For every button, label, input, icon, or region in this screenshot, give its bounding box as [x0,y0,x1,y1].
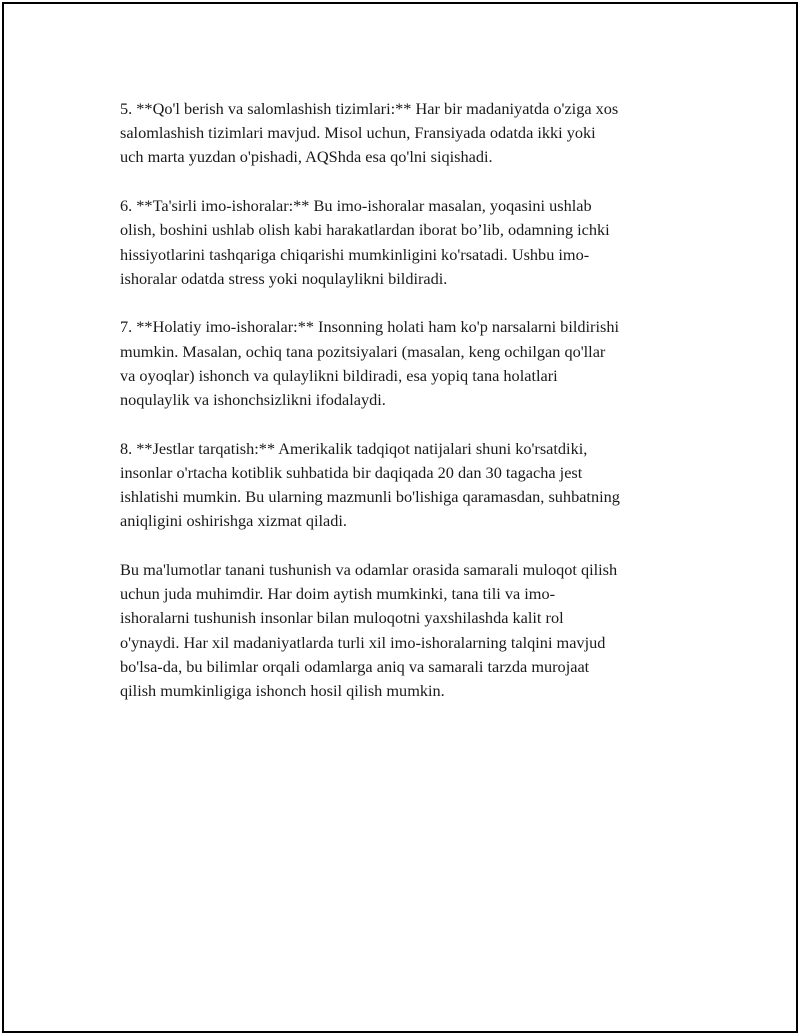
paragraph-gesture-frequency: 8. **Jestlar tarqatish:** Amerikalik tadqiqot natijalari shuni ko'rsatdiki, insonlar o'rtacha kotiblik suhbatida bir daqiqada 20 dan 30 tagacha jest ishlatishi mumkin. Bu ularning mazmunli bo'lishiga qaramasdan, suhbatning aniqligini oshirishga xizmat qiladi. [120,438,620,531]
paragraph-conclusion: Bu ma'lumotlar tanani tushunish va odamlar orasida samarali muloqot qilish uchun juda muhimdir. Har doim aytish mumkinki, tana tili va imo- ishoralarni tushunish insonlar bilan muloqotni yaxshilashda kalit rol o'ynaydi. Har xil madaniyatlarda turli xil imo-ishoralarning talqini mavjud bo'lsa-da, bu bilimlar orqali odamlarga aniq va samarali tarzda murojaat qilish mumkinligiga ishonch hosil qilish mumkin. [120,560,618,701]
document-page [2,2,798,1033]
document-body [120,97,690,728]
paragraph-greeting-systems: 5. **Qo'l berish va salomlashish tizimlari:** Har bir madaniyatda o'ziga xos salomlashish tizimlari mavjud. Misol uchun, Fransiyada odatda ikki yoki uch marta yuzdan o'pishadi, AQShda esa qo'lni siqishadi. [120,99,619,167]
paragraph-emotional-gestures: 6. **Ta'sirli imo-ishoralar:** Bu imo-ishoralar masalan, yoqasini ushlab olish, boshini ushlab olish kabi harakatlardan iborat bo’lib, odamning ichki hissiyotlarini tashqariga chiqarishi mumkinligini ko'rsatadi. Ushbu imo- ishoralar odatda stress yoki noqulaylikni bildiradi. [120,196,610,288]
paragraph-postural-gestures: 7. **Holatiy imo-ishoralar:** Insonning holati ham ko'p narsalarni bildirishi mumkin. Masalan, ochiq tana pozitsiyalari (masalan, keng ochilgan qo'llar va oyoqlar) ishonch va qulaylikni bildiradi, esa yopiq tana holatlari noqulaylik va ishonchsizlikni ifodalaydi. [120,317,619,410]
